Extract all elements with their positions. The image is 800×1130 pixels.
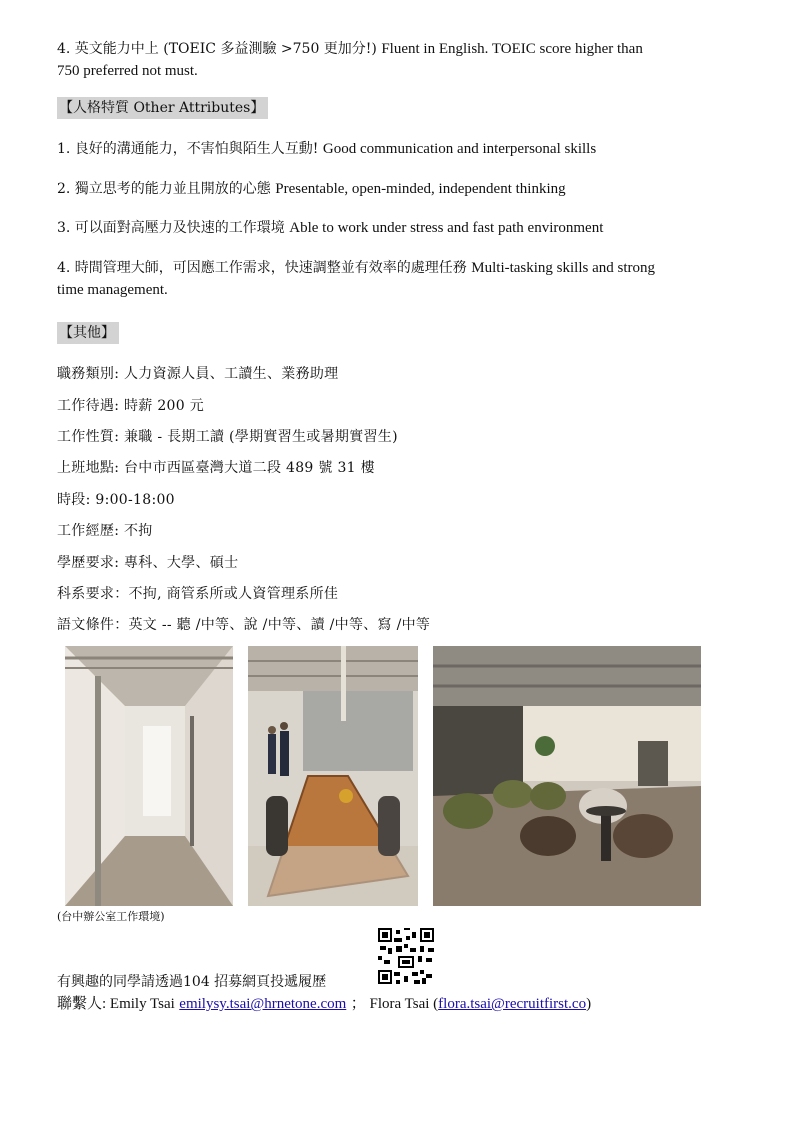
attribute-item-1 bbox=[57, 138, 596, 160]
contact-closing: ) bbox=[586, 996, 592, 1012]
requirement-4 bbox=[57, 38, 643, 82]
attribute-item-1-zh: 1. 良好的溝通能力，不害怕與陌生人互動! bbox=[57, 141, 319, 157]
attribute-item-4-en: Multi-tasking skills and strong bbox=[471, 260, 656, 276]
lounge-photo bbox=[433, 646, 701, 906]
contact-label: 聯繫人: Emily Tsai bbox=[57, 996, 175, 1012]
language: 語文條件：英文 -- 聽 /中等、說 /中等、讀 /中等、寫 /中等 bbox=[57, 617, 431, 633]
work-hours: 時段: 9:00-18:00 bbox=[57, 492, 175, 508]
requirement-4-en-cont: 750 preferred not must. bbox=[57, 63, 198, 79]
attribute-item-1-en: Good communication and interpersonal skills bbox=[322, 141, 597, 157]
salary: 工作待遇: 時薪 200 元 bbox=[57, 398, 204, 414]
job-type: 工作性質: 兼職 - 長期工讀 (學期實習生或暑期實習生) bbox=[57, 429, 398, 445]
contact-line bbox=[57, 994, 591, 1014]
apply-instruction: 有興趣的同學請透過104 招募網頁投遞履歷 bbox=[57, 974, 327, 990]
qr-code-icon[interactable] bbox=[378, 928, 434, 984]
office-corridor-photo bbox=[65, 646, 233, 906]
attribute-item-2-zh: 2. 獨立思考的能力並且開放的心態 bbox=[57, 181, 271, 197]
flora-email-link[interactable]: flora.tsai@recruitfirst.co bbox=[438, 996, 587, 1012]
attribute-item-2 bbox=[57, 178, 566, 200]
major: 科系要求：不拘, 商管系所或人資管理系所佳 bbox=[57, 586, 339, 602]
attribute-item-4-zh: 4. 時間管理大師，可因應工作需求，快速調整並有效率的處理任務 bbox=[57, 260, 467, 276]
attribute-item-2-en: Presentable, open-minded, independent thinking bbox=[275, 181, 566, 197]
requirement-4-en: Fluent in English. TOEIC score higher than bbox=[381, 41, 643, 57]
requirement-4-zh: 4. 英文能力中上 (TOEIC 多益測驗 >750 更加分!) bbox=[57, 41, 377, 57]
work-location: 上班地點: 台中市西區臺灣大道二段 489 號 31 樓 bbox=[57, 460, 375, 476]
emily-email-link[interactable]: emilysy.tsai@hrnetone.com bbox=[179, 996, 347, 1012]
experience: 工作經歷: 不拘 bbox=[57, 523, 153, 539]
other-heading: 【其他】 bbox=[57, 322, 119, 344]
job-category: 職務類別: 人力資源人員、工讀生、業務助理 bbox=[57, 366, 339, 382]
attribute-item-3-en: Able to work under stress and fast path environment bbox=[289, 220, 604, 236]
meeting-room-photo bbox=[248, 646, 418, 906]
attribute-item-4-en-cont: time management. bbox=[57, 282, 168, 298]
attribute-item-3 bbox=[57, 217, 603, 239]
education: 學歷要求: 專科、大學、碩士 bbox=[57, 555, 239, 571]
contact-separator: ； Flora Tsai ( bbox=[350, 996, 439, 1012]
attributes-heading: 【人格特質 Other Attributes】 bbox=[57, 97, 268, 119]
attribute-item-3-zh: 3. 可以面對高壓力及快速的工作環境 bbox=[57, 220, 285, 236]
attribute-item-4 bbox=[57, 257, 655, 301]
photo-caption: (台中辦公室工作環境) bbox=[57, 910, 165, 923]
